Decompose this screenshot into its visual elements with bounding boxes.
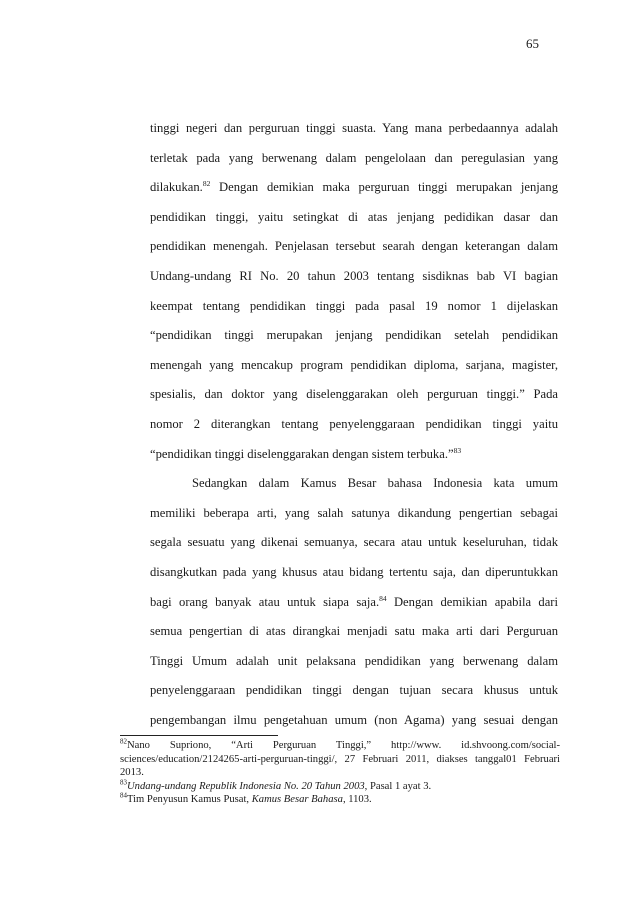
body-line-text: “pendidikan tinggi diselenggarakan dengan sistem terbuka.”: [150, 446, 454, 461]
footnote-84-title: Kamus Besar Bahasa: [251, 794, 343, 806]
body-line: “pendidikan tinggi merupakan jenjang pendidikan setelah pendidikan: [150, 328, 558, 343]
footnote-reference: 84: [379, 593, 387, 603]
footnote-reference: 82: [202, 179, 211, 188]
footnote-84: [120, 793, 560, 807]
body-line: nomor 2 diterangkan tentang penyelenggaraan pendidikan tinggi yaitu: [150, 416, 558, 431]
body-line: pengembangan ilmu pengetahuan umum (non Agama) yang sesuai dengan: [150, 712, 558, 727]
footnote-83-mark: 83: [120, 778, 127, 787]
footnote-84-author: Tim Penyusun Kamus Pusat,: [127, 794, 252, 806]
body-line: Tinggi Umum adalah unit pelaksana pendidikan yang berwenang dalam: [150, 653, 558, 668]
body-line: disangkutkan pada yang khusus atau bidang tertentu saja, dan diperuntukkan: [150, 564, 558, 579]
footnotes: [120, 739, 560, 807]
body-line: [150, 444, 558, 474]
body-line: semua pengertian di atas dirangkai menjadi satu maka arti dari Perguruan: [150, 624, 558, 639]
body-text: [150, 118, 558, 739]
body-line: segala sesuatu yang dikenai semuanya, secara atau untuk keseluruhan, tidak: [150, 535, 558, 550]
body-line: menengah yang mencakup program pendidikan diploma, sarjana, magister,: [150, 357, 558, 372]
footnote-84-mark: 84: [120, 791, 127, 800]
footnote-82-line-1: [120, 739, 560, 753]
footnote-83-rest: , Pasal 1 ayat 3.: [364, 780, 432, 792]
footnote-82-mark: 82: [120, 737, 127, 746]
footnote-82-line-3: 2013.: [120, 767, 144, 779]
page-number: 65: [526, 36, 539, 51]
body-line: pendidikan tinggi, yaitu setingkat di atas jenjang pedidikan dasar dan: [150, 209, 558, 224]
body-line: pendidikan menengah. Penjelasan tersebut searah dengan keterangan dalam: [150, 239, 558, 254]
footnote-83-title: Undang-undang Republik Indonesia No. 20 Tahun 2003: [127, 780, 365, 792]
footnote-82-text: Nano Supriono, “Arti Perguruan Tinggi,” http://www. id.shvoong.com/social-: [127, 740, 560, 751]
body-line-text: dilakukan.: [150, 180, 203, 195]
footnote-82-line-2: sciences/education/2124265-arti-perguruan-tinggi/, 27 Februari 2011, diakses tanggal01 Februari: [120, 753, 560, 765]
body-line: Undang-undang RI No. 20 tahun 2003 tentang sisdiknas bab VI bagian: [150, 268, 558, 283]
footnote-separator: [120, 735, 278, 736]
footnote-84-rest: , 1103.: [342, 794, 372, 806]
body-line: penyelenggaraan pendidikan tinggi dengan tujuan secara khusus untuk: [150, 683, 558, 698]
body-line: [150, 177, 558, 207]
body-line: keempat tentang pendidikan tinggi pada pasal 19 nomor 1 dijelaskan: [150, 298, 558, 313]
body-line: [150, 592, 558, 622]
body-line-text: bagi orang banyak atau untuk siapa saja.: [150, 594, 380, 609]
body-line-text: Dengan demikian apabila dari: [386, 594, 558, 609]
footnote-reference: 83: [453, 445, 462, 455]
body-line: Sedangkan dalam Kamus Besar bahasa Indonesia kata umum: [192, 476, 558, 491]
body-line: tinggi negeri dan perguruan tinggi suasta. Yang mana perbedaannya adalah: [150, 121, 558, 135]
footnote-83: [120, 780, 560, 794]
body-line-text: Dengan demikian maka perguruan tinggi merupakan jenjang: [210, 180, 558, 195]
body-line: spesialis, dan doktor yang diselenggarakan oleh perguruan tinggi.” Pada: [150, 387, 558, 402]
body-line: memiliki beberapa arti, yang salah satunya dikandung pengertian sebagai: [150, 505, 558, 520]
body-line: terletak pada yang berwenang dalam pengelolaan dan peregulasian yang: [150, 150, 558, 165]
